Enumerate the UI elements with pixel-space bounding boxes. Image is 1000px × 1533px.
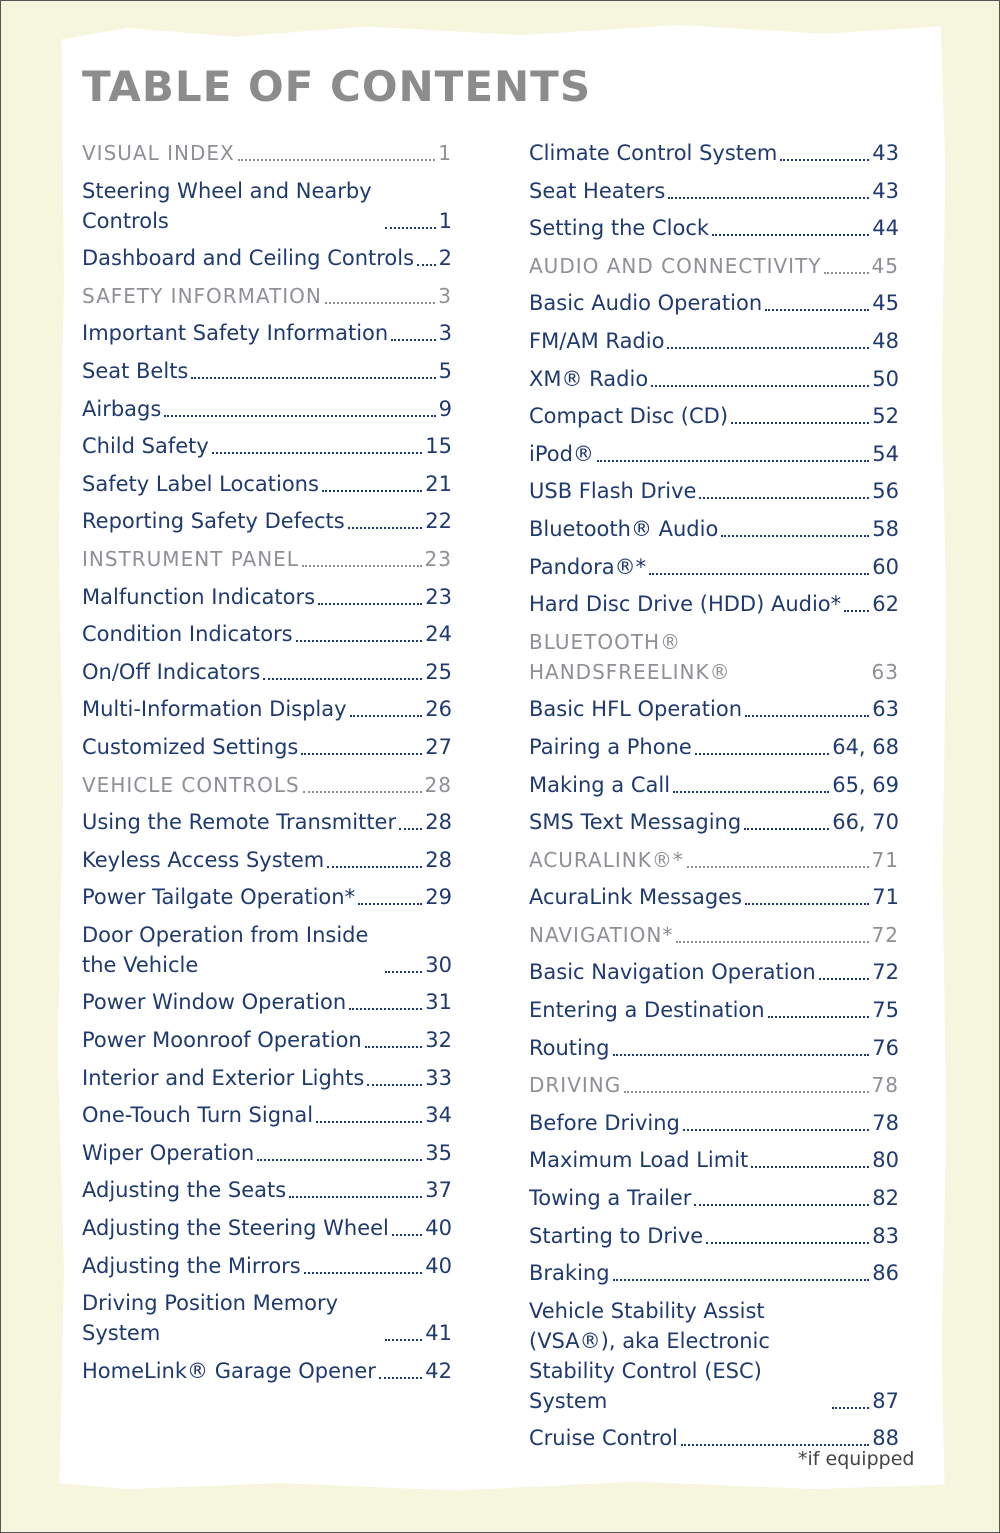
dot-leader: [649, 573, 869, 575]
toc-entry-page: 71: [871, 847, 899, 872]
toc-entry-entering-a-destination[interactable]: [529, 995, 899, 1025]
toc-entry-using-the-remote-transmitter[interactable]: [82, 807, 452, 837]
toc-section-vehicle-controls[interactable]: [82, 770, 452, 800]
toc-entry-title: Airbags: [82, 396, 162, 421]
toc-entry-keyless-access-system[interactable]: [82, 845, 452, 875]
toc-section-visual-index[interactable]: [82, 138, 452, 168]
toc-entry-title: XM® Radio: [529, 366, 649, 391]
dot-leader: [302, 565, 422, 567]
toc-entry-page: 32: [425, 1028, 452, 1053]
toc-left-column: [82, 138, 452, 1393]
toc-entry-title: Making a Call: [529, 772, 671, 797]
dot-leader: [289, 1196, 422, 1198]
dot-leader: [350, 715, 423, 717]
dot-leader: [348, 527, 423, 529]
toc-entry-page: 88: [872, 1426, 899, 1451]
dot-leader: [212, 452, 422, 454]
toc-entry-page: 22: [425, 509, 452, 534]
dot-leader: [744, 828, 829, 830]
dot-leader: [392, 1234, 422, 1236]
toc-entry-basic-audio-operation[interactable]: [529, 288, 899, 318]
toc-entry-pandora[interactable]: [529, 552, 899, 582]
toc-entry-page: 44: [872, 216, 899, 241]
toc-entry-door-operation-from-inside-the-vehicle[interactable]: [82, 920, 452, 980]
toc-entry-acuralink-messages[interactable]: [529, 882, 899, 912]
dot-leader: [367, 1084, 422, 1086]
dot-leader: [322, 490, 422, 492]
toc-entry-title: VEHICLE CONTROLS: [82, 772, 300, 797]
toc-entry-page: 40: [425, 1253, 452, 1278]
toc-entry-making-a-call[interactable]: [529, 770, 899, 800]
dot-leader: [768, 1016, 870, 1018]
toc-entry-malfunction-indicators[interactable]: [82, 582, 452, 612]
toc-entry-title: Pandora®*: [529, 554, 647, 579]
toc-entry-interior-and-exterior-lights[interactable]: [82, 1063, 452, 1093]
toc-entry-customized-settings[interactable]: [82, 732, 452, 762]
toc-entry-page: 9: [438, 396, 452, 421]
toc-entry-title: One-Touch Turn Signal: [82, 1103, 314, 1128]
toc-entry-seat-heaters[interactable]: [529, 176, 899, 206]
dot-leader: [365, 1046, 423, 1048]
toc-entry-climate-control-system[interactable]: [529, 138, 899, 168]
dot-leader: [687, 866, 869, 868]
toc-section-instrument-panel[interactable]: [82, 544, 452, 574]
dot-leader: [676, 941, 868, 943]
toc-entry-title: Setting the Clock: [529, 216, 710, 241]
toc-entry-page: 75: [872, 998, 899, 1023]
dot-leader: [745, 903, 869, 905]
toc-entry-page: 43: [872, 178, 899, 203]
toc-entry-page: 31: [425, 990, 452, 1015]
toc-entry-title: Seat Belts: [82, 358, 189, 383]
toc-entry-title: Using the Remote Transmitter: [82, 810, 397, 835]
toc-entry-title: AcuraLink Messages: [529, 885, 743, 910]
toc-section-navigation[interactable]: [529, 920, 899, 950]
toc-entry-page: 72: [872, 960, 899, 985]
toc-entry-title: Dashboard and Ceiling Controls: [82, 246, 415, 271]
toc-entry-braking[interactable]: [529, 1258, 899, 1288]
toc-entry-title: Hard Disc Drive (HDD) Audio*: [529, 592, 842, 617]
toc-entry-page: 87: [872, 1388, 899, 1413]
dot-leader: [379, 1377, 422, 1379]
toc-entry-title: BLUETOOTH® HANDSFREELINK®: [529, 629, 731, 684]
toc-entry-hard-disc-drive-hdd-audio[interactable]: [529, 589, 899, 619]
toc-entry-title: Interior and Exterior Lights: [82, 1065, 365, 1090]
dot-leader: [399, 828, 422, 830]
toc-entry-title: Power Tailgate Operation*: [82, 885, 356, 910]
toc-entry-title: Basic Navigation Operation: [529, 960, 816, 985]
dot-leader: [301, 753, 422, 755]
toc-entry-page: 54: [872, 441, 899, 466]
toc-entry-page: 35: [425, 1140, 452, 1165]
toc-entry-title: Compact Disc (CD): [529, 404, 729, 429]
toc-entry-page: 62: [872, 592, 899, 617]
toc-entry-title: Basic Audio Operation: [529, 291, 763, 316]
toc-entry-title: Child Safety: [82, 434, 209, 459]
dot-leader: [721, 535, 869, 537]
toc-entry-bluetooth-audio[interactable]: [529, 514, 899, 544]
toc-entry-towing-a-trailer[interactable]: [529, 1183, 899, 1213]
dot-leader: [191, 377, 435, 379]
dot-leader: [681, 1444, 869, 1446]
dot-leader: [683, 1129, 869, 1131]
toc-entry-page: 42: [425, 1358, 452, 1383]
toc-entry-setting-the-clock[interactable]: [529, 213, 899, 243]
toc-entry-page: 72: [871, 922, 899, 947]
toc-entry-fm-am-radio[interactable]: [529, 326, 899, 356]
toc-entry-title: Power Moonroof Operation: [82, 1028, 362, 1053]
toc-entry-title: Entering a Destination: [529, 998, 765, 1023]
toc-entry-title: Adjusting the Mirrors: [82, 1253, 301, 1278]
toc-entry-title: INSTRUMENT PANEL: [82, 546, 299, 571]
toc-entry-homelink-garage-opener[interactable]: [82, 1356, 452, 1386]
toc-entry-title: NAVIGATION*: [529, 922, 674, 947]
toc-entry-title: Wiper Operation: [82, 1140, 255, 1165]
toc-entry-title: Routing: [529, 1035, 610, 1060]
dot-leader: [327, 866, 422, 868]
toc-entry-dashboard-and-ceiling-controls[interactable]: [82, 243, 452, 273]
toc-entry-power-window-operation[interactable]: [82, 987, 452, 1017]
toc-entry-page: 63: [872, 697, 899, 722]
dot-leader: [597, 460, 869, 462]
toc-entry-page: 50: [872, 366, 899, 391]
dot-leader: [699, 497, 869, 499]
toc-entry-page: 1: [438, 141, 452, 165]
toc-entry-important-safety-information[interactable]: [82, 318, 452, 348]
toc-entry-page: 3: [438, 283, 452, 308]
toc-section-driving[interactable]: [529, 1070, 899, 1100]
toc-entry-page: 83: [872, 1223, 899, 1248]
toc-entry-title: Malfunction Indicators: [82, 584, 316, 609]
toc-entry-page: 40: [425, 1216, 452, 1241]
toc-entry-driving-position-memory-system[interactable]: [82, 1288, 452, 1348]
toc-entry-power-moonroof-operation[interactable]: [82, 1025, 452, 1055]
toc-entry-condition-indicators[interactable]: [82, 619, 452, 649]
toc-entry-vehicle-stability-assist-vsa-aka-electronic-stability-control-esc-system[interactable]: [529, 1296, 899, 1416]
dot-leader: [695, 753, 829, 755]
dot-leader: [668, 197, 869, 199]
toc-entry-page: 48: [872, 328, 899, 353]
toc-entry-steering-wheel-and-nearby-controls[interactable]: [82, 176, 452, 236]
dot-leader: [385, 971, 422, 973]
toc-entry-title: HomeLink® Garage Opener: [82, 1358, 376, 1383]
toc-entry-page: 80: [872, 1148, 899, 1173]
toc-entry-title: FM/AM Radio: [529, 328, 665, 353]
toc-entry-page: 28: [425, 847, 452, 872]
toc-entry-airbags[interactable]: [82, 394, 452, 424]
toc-entry-title: SMS Text Messaging: [529, 810, 742, 835]
toc-entry-page: 23: [424, 546, 452, 571]
toc-entry-title: Power Window Operation: [82, 990, 347, 1015]
toc-entry-page: 56: [872, 479, 899, 504]
toc-entry-page: 28: [425, 810, 452, 835]
toc-entry-page: 33: [425, 1065, 452, 1090]
toc-entry-page: 34: [425, 1103, 452, 1128]
toc-entry-title: Customized Settings: [82, 734, 299, 759]
toc-entry-multi-information-display[interactable]: [82, 694, 452, 724]
toc-entry-child-safety[interactable]: [82, 431, 452, 461]
toc-entry-title: Adjusting the Steering Wheel: [82, 1216, 389, 1241]
toc-entry-title: USB Flash Drive: [529, 479, 697, 504]
toc-entry-page: 78: [872, 1110, 899, 1135]
toc-entry-page: 63: [871, 659, 899, 684]
dot-leader: [613, 1279, 870, 1281]
toc-entry-xm-radio[interactable]: [529, 364, 899, 394]
dot-leader: [824, 272, 868, 274]
toc-entry-title: Maximum Load Limit: [529, 1148, 749, 1173]
toc-entry-title: Vehicle Stability Assist (VSA®), aka Electronic Stability Control (ESC) System: [529, 1298, 770, 1413]
toc-entry-title: Starting to Drive: [529, 1223, 704, 1248]
toc-entry-page: 29: [425, 885, 452, 910]
toc-entry-title: Door Operation from Inside the Vehicle: [82, 922, 369, 977]
toc-entry-title: Safety Label Locations: [82, 471, 319, 496]
dot-leader: [613, 1054, 870, 1056]
toc-entry-ipod[interactable]: [529, 439, 899, 469]
toc-entry-title: Cruise Control: [529, 1426, 678, 1451]
toc-entry-usb-flash-drive[interactable]: [529, 476, 899, 506]
toc-entry-page: 76: [872, 1035, 899, 1060]
dot-leader: [819, 978, 870, 980]
toc-entry-title: Steering Wheel and Nearby Controls: [82, 178, 372, 233]
toc-entry-basic-hfl-operation[interactable]: [529, 694, 899, 724]
toc-entry-title: Driving Position Memory System: [82, 1291, 339, 1346]
toc-entry-page: 15: [425, 434, 452, 459]
dot-leader: [385, 1339, 422, 1341]
toc-section-safety-information[interactable]: [82, 281, 452, 311]
toc-entry-title: Adjusting the Seats: [82, 1178, 287, 1203]
toc-entry-title: Basic HFL Operation: [529, 697, 743, 722]
toc-entry-page: 23: [425, 584, 452, 609]
dot-leader: [238, 159, 436, 161]
toc-entry-starting-to-drive[interactable]: [529, 1221, 899, 1251]
toc-entry-page: 26: [425, 697, 452, 722]
toc-entry-page: 52: [872, 404, 899, 429]
page-title: TABLE OF CONTENTS: [82, 62, 592, 111]
toc-entry-page: 60: [872, 554, 899, 579]
toc-entry-on-off-indicators[interactable]: [82, 657, 452, 687]
toc-entry-sms-text-messaging[interactable]: [529, 807, 899, 837]
dot-leader: [417, 264, 436, 266]
dot-leader: [745, 715, 869, 717]
dot-leader: [349, 1008, 422, 1010]
toc-entry-page: 21: [425, 471, 452, 496]
toc-section-audio-and-connectivity[interactable]: [529, 251, 899, 281]
dot-leader: [263, 678, 422, 680]
toc-entry-page: 66, 70: [832, 810, 899, 835]
toc-entry-page: 37: [425, 1178, 452, 1203]
toc-entry-page: 41: [425, 1321, 452, 1346]
toc-entry-page: 27: [425, 734, 452, 759]
toc-entry-title: Bluetooth® Audio: [529, 516, 719, 541]
toc-entry-reporting-safety-defects[interactable]: [82, 506, 452, 536]
toc-entry-page: 30: [425, 952, 452, 977]
toc-entry-title: SAFETY INFORMATION: [82, 283, 322, 308]
toc-entry-adjusting-the-seats[interactable]: [82, 1175, 452, 1205]
dot-leader: [303, 791, 422, 793]
toc-entry-title: Seat Heaters: [529, 178, 666, 203]
toc-entry-title: Important Safety Information: [82, 321, 389, 346]
dot-leader: [257, 1159, 422, 1161]
toc-entry-page: 25: [425, 659, 452, 684]
toc-entry-page: 45: [872, 291, 899, 316]
dot-leader: [385, 227, 436, 229]
toc-right-column: [529, 138, 899, 1461]
toc-entry-page: 3: [438, 321, 452, 346]
toc-entry-page: 24: [425, 622, 452, 647]
toc-entry-title: Climate Control System: [529, 141, 778, 165]
toc-entry-title: Reporting Safety Defects: [82, 509, 345, 534]
toc-entry-page: 65, 69: [832, 772, 899, 797]
dot-leader: [731, 422, 869, 424]
dot-leader: [164, 415, 435, 417]
toc-entry-compact-disc-cd[interactable]: [529, 401, 899, 431]
toc-entry-page: 5: [438, 358, 452, 383]
toc-entry-title: Keyless Access System: [82, 847, 325, 872]
toc-entry-basic-navigation-operation[interactable]: [529, 957, 899, 987]
toc-entry-title: Multi-Information Display: [82, 697, 347, 722]
toc-entry-routing[interactable]: [529, 1033, 899, 1063]
toc-entry-title: iPod®: [529, 441, 594, 466]
dot-leader: [706, 1242, 869, 1244]
dot-leader: [780, 159, 869, 161]
footnote: *if equipped: [798, 1448, 915, 1470]
toc-section-bluetooth-handsfreelink[interactable]: [529, 627, 899, 687]
toc-entry-page: 28: [424, 772, 452, 797]
dot-leader: [667, 347, 869, 349]
dot-leader: [694, 1204, 869, 1206]
dot-leader: [318, 603, 422, 605]
toc-entry-wiper-operation[interactable]: [82, 1138, 452, 1168]
toc-entry-title: AUDIO AND CONNECTIVITY: [529, 253, 822, 278]
toc-entry-safety-label-locations[interactable]: [82, 469, 452, 499]
toc-entry-page: 78: [871, 1073, 899, 1098]
toc-entry-page: 1: [438, 208, 452, 233]
toc-section-acuralink[interactable]: [529, 845, 899, 875]
toc-entry-adjusting-the-mirrors[interactable]: [82, 1251, 452, 1281]
toc-entry-page: 2: [438, 246, 452, 271]
dot-leader: [624, 1091, 868, 1093]
dot-leader: [832, 1407, 869, 1409]
dot-leader: [391, 339, 435, 341]
dot-leader: [765, 309, 869, 311]
toc-entry-page: 58: [872, 516, 899, 541]
toc-entry-page: 43: [872, 141, 899, 165]
dot-leader: [712, 234, 869, 236]
toc-entry-page: 86: [872, 1261, 899, 1286]
toc-entry-before-driving[interactable]: [529, 1108, 899, 1138]
toc-entry-one-touch-turn-signal[interactable]: [82, 1100, 452, 1130]
toc-entry-seat-belts[interactable]: [82, 356, 452, 386]
dot-leader: [673, 791, 829, 793]
toc-entry-maximum-load-limit[interactable]: [529, 1145, 899, 1175]
toc-entry-page: 45: [871, 253, 899, 278]
dot-leader: [358, 903, 422, 905]
dot-leader: [325, 302, 435, 304]
toc-entry-page: 82: [872, 1186, 899, 1211]
dot-leader: [751, 1166, 869, 1168]
toc-entry-pairing-a-phone[interactable]: [529, 732, 899, 762]
toc-entry-power-tailgate-operation[interactable]: [82, 882, 452, 912]
dot-leader: [296, 640, 423, 642]
toc-entry-page: 71: [872, 885, 899, 910]
toc-entry-title: Condition Indicators: [82, 622, 293, 647]
dot-leader: [316, 1121, 422, 1123]
dot-leader: [651, 385, 869, 387]
toc-entry-title: DRIVING: [529, 1073, 622, 1098]
toc-entry-title: Towing a Trailer: [529, 1186, 692, 1211]
dot-leader: [844, 610, 869, 612]
toc-entry-title: VISUAL INDEX: [82, 141, 235, 165]
toc-entry-page: 64, 68: [832, 734, 899, 759]
dot-leader: [304, 1272, 423, 1274]
toc-entry-title: Before Driving: [529, 1110, 680, 1135]
toc-entry-title: Pairing a Phone: [529, 734, 692, 759]
toc-entry-title: Braking: [529, 1261, 610, 1286]
toc-entry-title: On/Off Indicators: [82, 659, 261, 684]
toc-entry-title: ACURALINK®*: [529, 847, 684, 872]
toc-entry-adjusting-the-steering-wheel[interactable]: [82, 1213, 452, 1243]
